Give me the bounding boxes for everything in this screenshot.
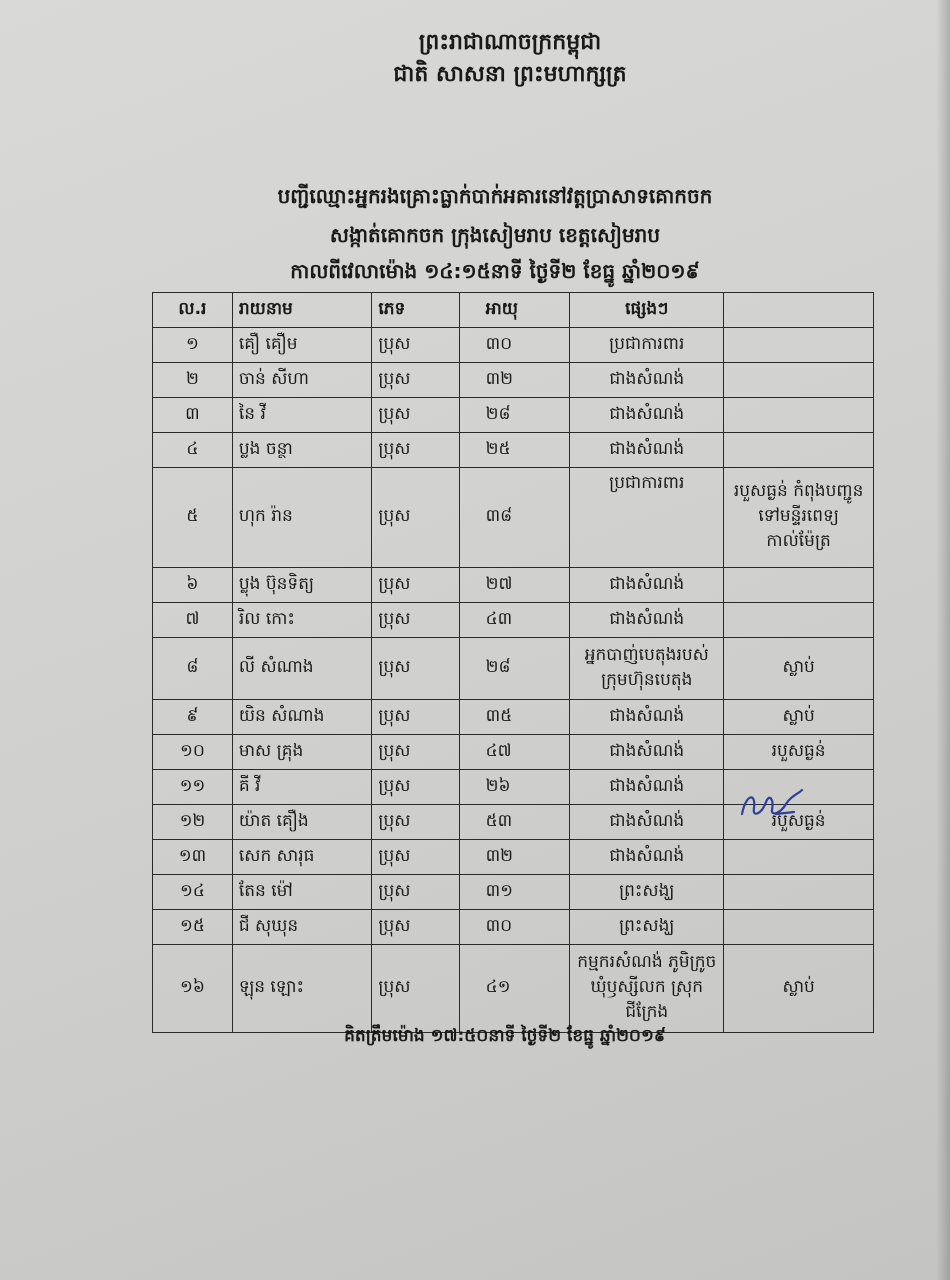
- cell-age: ៣២: [459, 840, 570, 875]
- cell-name: រិល កោះ: [232, 603, 372, 638]
- cell-age: ២៦: [459, 770, 570, 805]
- cell-name: ប្លុង ប៊ុនទិត្យ: [232, 568, 372, 603]
- cell-note: [724, 433, 874, 468]
- cell-number: ៩: [153, 700, 233, 735]
- cell-age: ២៨: [459, 638, 570, 700]
- cell-name: យ៉ាត គឿង: [232, 805, 372, 840]
- cell-note: [724, 568, 874, 603]
- cell-sex: ប្រុស: [372, 603, 459, 638]
- victims-table: [152, 292, 874, 1033]
- cell-note: [724, 603, 874, 638]
- cell-number: ១៦: [153, 945, 233, 1033]
- cell-age: ២៥: [459, 433, 570, 468]
- cell-note: ស្លាប់: [724, 945, 874, 1033]
- cell-sex: ប្រុស: [372, 770, 459, 805]
- table-row: [153, 433, 874, 468]
- cell-name: ឡុន ឡោះ: [232, 945, 372, 1033]
- cell-sex: ប្រុស: [372, 840, 459, 875]
- cell-number: ៤: [153, 433, 233, 468]
- cell-number: ១១: [153, 770, 233, 805]
- table-row: [153, 603, 874, 638]
- cell-number: ៥: [153, 468, 233, 568]
- cell-number: ១៣: [153, 840, 233, 875]
- cell-name: គឿ គឿម: [232, 328, 372, 363]
- cell-occupation: ជាងសំណង់: [570, 363, 724, 398]
- cell-occupation: ជាងសំណង់: [570, 805, 724, 840]
- cell-name: ចាន់ សីហា: [232, 363, 372, 398]
- cell-occupation: ជាងសំណង់: [570, 735, 724, 770]
- cell-age: ២៨: [459, 398, 570, 433]
- cell-sex: ប្រុស: [372, 363, 459, 398]
- cell-note: របួសធ្ងន់: [724, 805, 874, 840]
- cell-age: ៣៨: [459, 468, 570, 568]
- cell-number: ១: [153, 328, 233, 363]
- header-age: អាយុ: [459, 293, 570, 328]
- table-header-row: [153, 293, 874, 328]
- cell-age: ៣០: [459, 910, 570, 945]
- cell-occupation: ព្រះសង្ឃ: [570, 875, 724, 910]
- cell-occupation: ប្រជាការពារ: [570, 328, 724, 363]
- cell-sex: ប្រុស: [372, 735, 459, 770]
- header-sex: ភេទ: [372, 293, 459, 328]
- table-row: [153, 945, 874, 1033]
- motto-heading: ជាតិ សាសនា ព្រះមហាក្សត្រ: [393, 62, 627, 87]
- cell-number: ៣: [153, 398, 233, 433]
- document-title-line3: កាលពីវេលាម៉ោង ១៤:១៥នាទី ថ្ងៃទី២ ខែធ្នូ ឆ្នាំ២០១៩: [290, 259, 700, 283]
- cell-sex: ប្រុស: [372, 910, 459, 945]
- table-row: [153, 363, 874, 398]
- cell-age: ៣០: [459, 328, 570, 363]
- cell-name: គី វី: [232, 770, 372, 805]
- cell-name: តែន ម៉ៅ: [232, 875, 372, 910]
- cell-occupation: ជាងសំណង់: [570, 603, 724, 638]
- cell-name: ប្លង ចន្ថា: [232, 433, 372, 468]
- cell-age: ៣៥: [459, 700, 570, 735]
- cell-number: ២: [153, 363, 233, 398]
- as-of-time-note: គិតត្រឹមម៉ោង ១៧:៥០នាទី ថ្ងៃទី២ ខែធ្នូ ឆ្នាំ២០១៩: [344, 1026, 666, 1046]
- cell-occupation: ជាងសំណង់: [570, 700, 724, 735]
- table-row: [153, 398, 874, 433]
- cell-note: ស្លាប់: [724, 700, 874, 735]
- cell-note: [724, 398, 874, 433]
- table-row: [153, 328, 874, 363]
- cell-age: ៣២: [459, 363, 570, 398]
- cell-sex: ប្រុស: [372, 700, 459, 735]
- cell-age: ៣១: [459, 875, 570, 910]
- cell-number: ៧: [153, 603, 233, 638]
- cell-occupation: ប្រជាការពារ: [570, 468, 724, 568]
- cell-note: [724, 363, 874, 398]
- cell-occupation: ជាងសំណង់: [570, 840, 724, 875]
- cell-age: ៤១: [459, 945, 570, 1033]
- cell-name: សេក សារុធ: [232, 840, 372, 875]
- document-title-line1: បញ្ជីឈ្មោះអ្នករងគ្រោះធ្លាក់បាក់អគារនៅវត្តប្រាសាទគោកចក: [277, 184, 713, 208]
- document-title-line2: សង្កាត់គោកចក ក្រុងសៀមរាប ខេត្តសៀមរាប: [329, 223, 661, 247]
- table-row: [153, 568, 874, 603]
- table-row: [153, 840, 874, 875]
- table-row: [153, 875, 874, 910]
- cell-note: [724, 840, 874, 875]
- cell-name: ហុក រ៉ាន: [232, 468, 372, 568]
- header-other: ផ្សេងៗ: [570, 293, 724, 328]
- table-row: [153, 735, 874, 770]
- kingdom-heading: ព្រះរាជាណាចក្រកម្ពុជា: [418, 30, 602, 55]
- table-row: [153, 468, 874, 568]
- cell-age: ២៧: [459, 568, 570, 603]
- cell-sex: ប្រុស: [372, 945, 459, 1033]
- cell-name: នៃ វី: [232, 398, 372, 433]
- cell-occupation: អ្នកបាញ់បេតុងរបស់ក្រុមហ៊ុនបេតុង: [570, 638, 724, 700]
- cell-number: ៨: [153, 638, 233, 700]
- cell-age: ៥៣: [459, 805, 570, 840]
- cell-note: [724, 910, 874, 945]
- cell-name: លី សំណាង: [232, 638, 372, 700]
- header-number: ល.រ: [153, 293, 233, 328]
- cell-occupation: ជាងសំណង់: [570, 398, 724, 433]
- cell-note: របួសធ្ងន់: [724, 735, 874, 770]
- cell-sex: ប្រុស: [372, 875, 459, 910]
- cell-number: ៦: [153, 568, 233, 603]
- cell-sex: ប្រុស: [372, 328, 459, 363]
- cell-sex: ប្រុស: [372, 568, 459, 603]
- cell-occupation: ជាងសំណង់: [570, 568, 724, 603]
- cell-occupation: កម្មករសំណង់ ភូមិក្រូច ឃុំឫស្សីលក ស្រុកជីក្រែង: [570, 945, 724, 1033]
- table-row: [153, 910, 874, 945]
- cell-name: ជី សុឃុន: [232, 910, 372, 945]
- cell-note: [724, 328, 874, 363]
- cell-note: ស្លាប់: [724, 638, 874, 700]
- cell-name: មាស គ្រុង: [232, 735, 372, 770]
- cell-occupation: ព្រះសង្ឃ: [570, 910, 724, 945]
- table-row: [153, 700, 874, 735]
- cell-sex: ប្រុស: [372, 805, 459, 840]
- cell-note: [724, 875, 874, 910]
- cell-sex: ប្រុស: [372, 398, 459, 433]
- cell-note: របួសធ្ងន់ កំពុងបញ្ជូនទៅមន្ទីរពេទ្យកាល់ម៉ែត្រ: [724, 468, 874, 568]
- cell-name: យិន សំណាង: [232, 700, 372, 735]
- cell-age: ៤៣: [459, 603, 570, 638]
- cell-age: ៤៧: [459, 735, 570, 770]
- cell-number: ១៤: [153, 875, 233, 910]
- cell-sex: ប្រុស: [372, 468, 459, 568]
- table-row: [153, 638, 874, 700]
- cell-sex: ប្រុស: [372, 433, 459, 468]
- cell-sex: ប្រុស: [372, 638, 459, 700]
- cell-number: ១២: [153, 805, 233, 840]
- cell-occupation: ជាងសំណង់: [570, 770, 724, 805]
- cell-number: ១០: [153, 735, 233, 770]
- handwritten-signature: [736, 784, 808, 824]
- cell-occupation: ជាងសំណង់: [570, 433, 724, 468]
- header-name: រាយនាម: [232, 293, 372, 328]
- header-note: [724, 293, 874, 328]
- cell-number: ១៥: [153, 910, 233, 945]
- signature-stroke: [742, 790, 802, 814]
